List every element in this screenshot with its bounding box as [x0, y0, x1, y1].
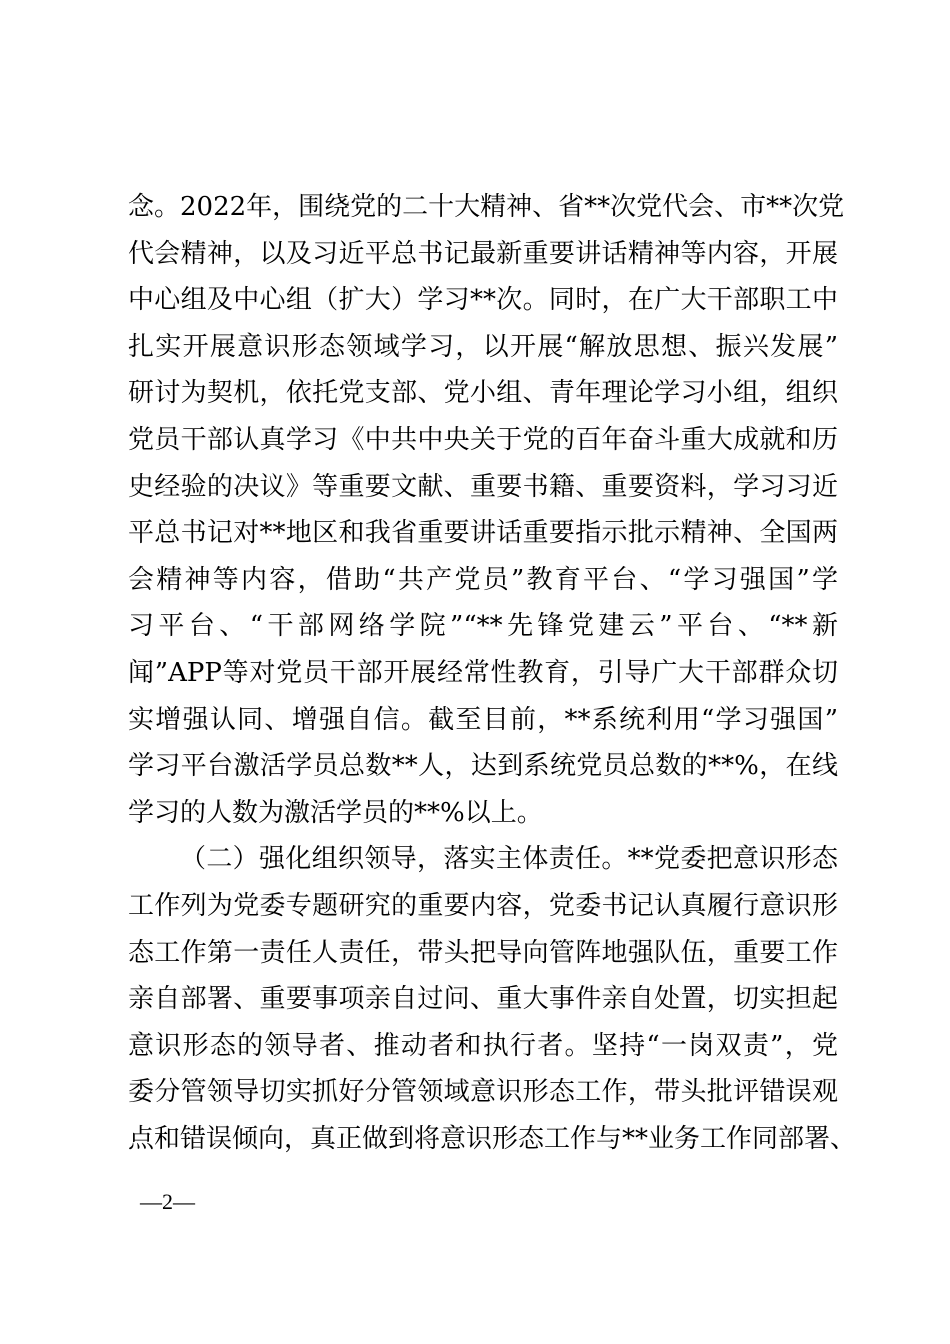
text-line: 党员干部认真学习《中共中央关于党的百年奋斗重大成就和历 — [128, 424, 838, 455]
text-line: 会精神等内容，借助“共产党员”教育平台、“学习强国”学 — [128, 564, 838, 595]
text-line: 研讨为契机，依托党支部、党小组、青年理论学习小组，组织 — [128, 378, 838, 409]
text-line: 习平台、“干部网络学院”“**先锋党建云”平台、“**新 — [128, 611, 838, 642]
text-line: 工作列为党委专题研究的重要内容，党委书记认真履行意识形 — [128, 890, 838, 921]
text-line: 学习平台激活学员总数**人，达到系统党员总数的**%，在线 — [128, 751, 838, 782]
page-number: —2— — [140, 1189, 195, 1214]
text-line: 委分管领导切实抓好分管领域意识形态工作，带头批评错误观 — [128, 1077, 838, 1108]
section-heading-line: （二）强化组织领导，落实主体责任。**党委把意识形态 — [180, 844, 838, 875]
text-line: 点和错误倾向，真正做到将意识形态工作与**业务工作同部署、 — [128, 1123, 857, 1154]
text-line: 意识形态的领导者、推动者和执行者。坚持“一岗双责”，党 — [128, 1030, 838, 1061]
text-line: 亲自部署、重要事项亲自过问、重大事件亲自处置，切实担起 — [128, 984, 838, 1015]
text-line: 平总书记对**地区和我省重要讲话重要指示批示精神、全国两 — [128, 518, 838, 549]
text-line-paragraph-end: 学习的人数为激活学员的**%以上。 — [128, 797, 543, 828]
body-text — [128, 184, 857, 1162]
text-line: 代会精神，以及习近平总书记最新重要讲话精神等内容，开展 — [128, 238, 838, 269]
text-line: 念。2022年，围绕党的二十大精神、省**次党代会、市**次党 — [128, 192, 845, 222]
text-line: 闻”APP等对党员干部开展经常性教育，引导广大干部群众切 — [128, 657, 838, 688]
text-line: 态工作第一责任人责任，带头把导向管阵地强队伍，重要工作 — [128, 937, 838, 968]
text-line: 史经验的决议》等重要文献、重要书籍、重要资料，学习习近 — [128, 471, 838, 502]
text-line: 实增强认同、增强自信。截至目前，**系统利用“学习强国” — [128, 704, 838, 735]
text-line: 中心组及中心组（扩大）学习**次。同时，在广大干部职工中 — [128, 285, 838, 316]
text-line: 扎实开展意识形态领域学习，以开展“解放思想、振兴发展” — [128, 331, 838, 362]
